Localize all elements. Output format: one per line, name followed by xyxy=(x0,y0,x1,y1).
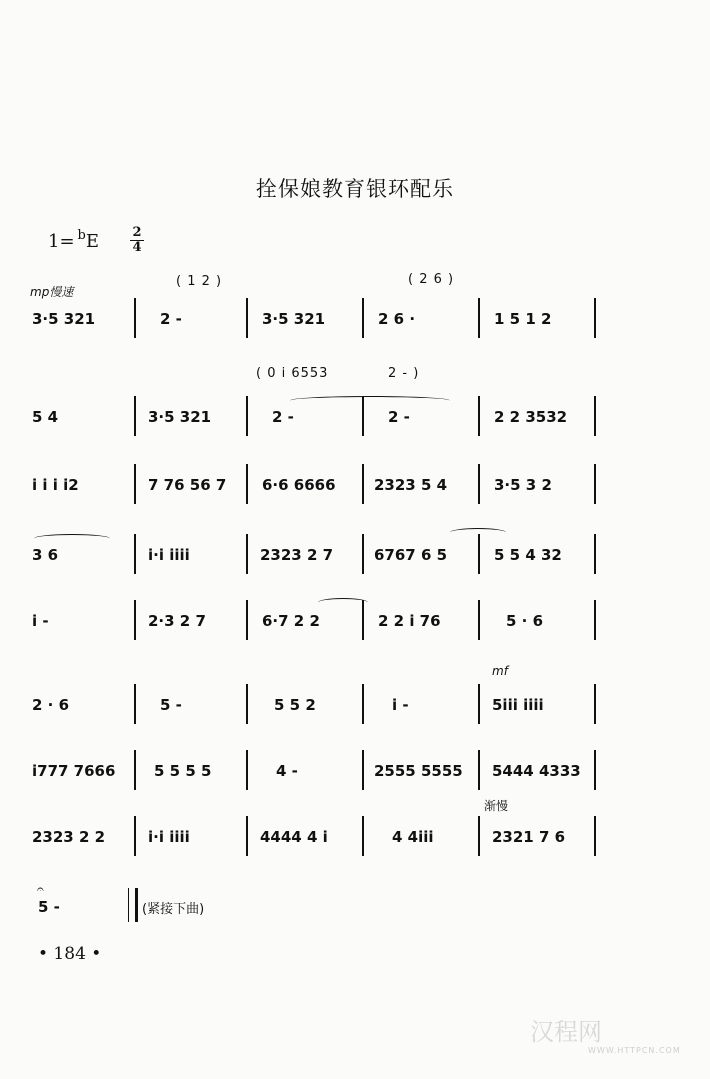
measure-4-5: 5 5 4 32 xyxy=(494,546,562,564)
score-system-1 xyxy=(28,310,598,344)
score-system-4 xyxy=(28,546,598,580)
barline xyxy=(246,684,248,724)
barline xyxy=(134,600,136,640)
barline xyxy=(134,396,136,436)
barline xyxy=(246,298,248,338)
measure-1-4: 2 6 · xyxy=(378,310,416,328)
measure-4-4: 6767 6 5 xyxy=(374,546,448,564)
measure-4-2: i·i iiii xyxy=(148,546,190,564)
barline xyxy=(134,750,136,790)
final-barline xyxy=(128,888,138,922)
barline xyxy=(246,396,248,436)
barline xyxy=(478,464,480,504)
measure-7-4: 2555 5555 xyxy=(374,762,463,780)
piece-title: 拴保娘教育银环配乐 xyxy=(256,177,454,201)
time-signature xyxy=(130,226,144,255)
measure-6-5: 5iii iiii xyxy=(492,696,544,714)
measure-1-5: 1 5 1 2 xyxy=(494,310,552,328)
barline xyxy=(362,534,364,574)
measure-3-5: 3·5 3 2 xyxy=(494,476,552,494)
watermark-url: WWW.HTTPCN.COM xyxy=(588,1046,681,1055)
barline xyxy=(246,600,248,640)
measure-7-3: 4 - xyxy=(276,762,298,780)
barline xyxy=(594,750,596,790)
meter-top: 2 xyxy=(130,226,144,241)
score-system-9 xyxy=(28,898,598,932)
ending-instruction: (紧接下曲) xyxy=(142,902,205,917)
score-system-8 xyxy=(28,828,598,862)
score-system-6 xyxy=(28,696,598,730)
measure-8-1: 2323 2 2 xyxy=(32,828,106,846)
score-system-7 xyxy=(28,762,598,796)
fermata-icon: 𝄐 xyxy=(37,882,44,896)
measure-1-2: 2 - xyxy=(160,310,182,328)
page-number: • 184 • xyxy=(38,944,102,964)
measure-6-4: i - xyxy=(392,696,409,714)
paren-annotation-3: ( 0 i 6553 xyxy=(256,366,329,381)
tie-mark xyxy=(34,534,110,543)
paren-annotation-1: ( 1 2 ) xyxy=(176,274,223,289)
key-prefix: 1= xyxy=(48,231,75,252)
measure-7-1: i777 7666 xyxy=(32,762,116,780)
measure-5-3: 6·7 2 2 xyxy=(262,612,320,630)
measure-5-4: 2 2 i 76 xyxy=(378,612,441,630)
tempo-marking: mp慢速 xyxy=(30,285,74,299)
barline xyxy=(134,464,136,504)
barline xyxy=(594,684,596,724)
measure-1-3: 3·5 321 xyxy=(262,310,326,328)
measure-7-2: 5 5 5 5 xyxy=(154,762,212,780)
flat-sign: b xyxy=(77,228,86,243)
rit-marking: 渐慢 xyxy=(484,799,509,813)
barline xyxy=(134,684,136,724)
barline xyxy=(134,816,136,856)
barline xyxy=(478,684,480,724)
barline xyxy=(594,816,596,856)
barline xyxy=(478,298,480,338)
measure-5-2: 2·3 2 7 xyxy=(148,612,206,630)
measure-9-1: 5 - xyxy=(38,898,60,916)
tie-mark xyxy=(290,396,450,405)
measure-8-2: i·i iiii xyxy=(148,828,190,846)
measure-2-4: 2 - xyxy=(388,408,410,426)
measure-6-1: 2 · 6 xyxy=(32,696,70,714)
measure-2-5: 2 2 3532 xyxy=(494,408,568,426)
paren-annotation-2: ( 2 6 ) xyxy=(408,272,455,287)
barline xyxy=(362,298,364,338)
paren-annotation-3b: 2 - ) xyxy=(388,366,420,381)
score-system-5 xyxy=(28,612,598,646)
barline xyxy=(246,534,248,574)
barline xyxy=(594,396,596,436)
score-system-3 xyxy=(28,476,598,510)
score-system-2 xyxy=(28,408,598,442)
barline xyxy=(362,684,364,724)
barline xyxy=(362,750,364,790)
tie-mark xyxy=(318,598,368,607)
meter-bottom: 4 xyxy=(132,240,142,255)
measure-2-1: 5 4 xyxy=(32,408,59,426)
dynamic-marking: mf xyxy=(492,664,508,678)
barline xyxy=(478,816,480,856)
barline xyxy=(246,816,248,856)
barline xyxy=(478,396,480,436)
key-note: E xyxy=(85,231,100,252)
barline xyxy=(594,464,596,504)
measure-3-1: i i i i2 xyxy=(32,476,79,494)
barline xyxy=(246,750,248,790)
barline xyxy=(594,298,596,338)
measure-8-5: 2321 7 6 xyxy=(492,828,566,846)
measure-5-5: 5 · 6 xyxy=(506,612,544,630)
barline xyxy=(134,534,136,574)
barline xyxy=(362,396,364,436)
measure-8-4: 4 4iii xyxy=(392,828,434,846)
measure-1-1: 3·5 321 xyxy=(32,310,96,328)
barline xyxy=(478,534,480,574)
key-signature xyxy=(48,225,142,255)
watermark-logo: 汉程网 xyxy=(530,1018,602,1046)
barline xyxy=(478,600,480,640)
measure-3-4: 2323 5 4 xyxy=(374,476,448,494)
barline xyxy=(362,464,364,504)
measure-2-3: 2 - xyxy=(272,408,294,426)
measure-4-3: 2323 2 7 xyxy=(260,546,334,564)
measure-3-2: 7 76 56 7 xyxy=(148,476,227,494)
measure-6-3: 5 5 2 xyxy=(274,696,316,714)
barline xyxy=(478,750,480,790)
measure-4-1: 3 6 xyxy=(32,546,59,564)
measure-5-1: i - xyxy=(32,612,49,630)
measure-6-2: 5 - xyxy=(160,696,182,714)
barline xyxy=(362,600,364,640)
measure-8-3: 4444 4 i xyxy=(260,828,328,846)
barline xyxy=(134,298,136,338)
barline xyxy=(362,816,364,856)
measure-7-5: 5444 4333 xyxy=(492,762,581,780)
barline xyxy=(594,534,596,574)
measure-3-3: 6·6 6666 xyxy=(262,476,336,494)
barline xyxy=(246,464,248,504)
measure-2-2: 3·5 321 xyxy=(148,408,212,426)
barline xyxy=(594,600,596,640)
